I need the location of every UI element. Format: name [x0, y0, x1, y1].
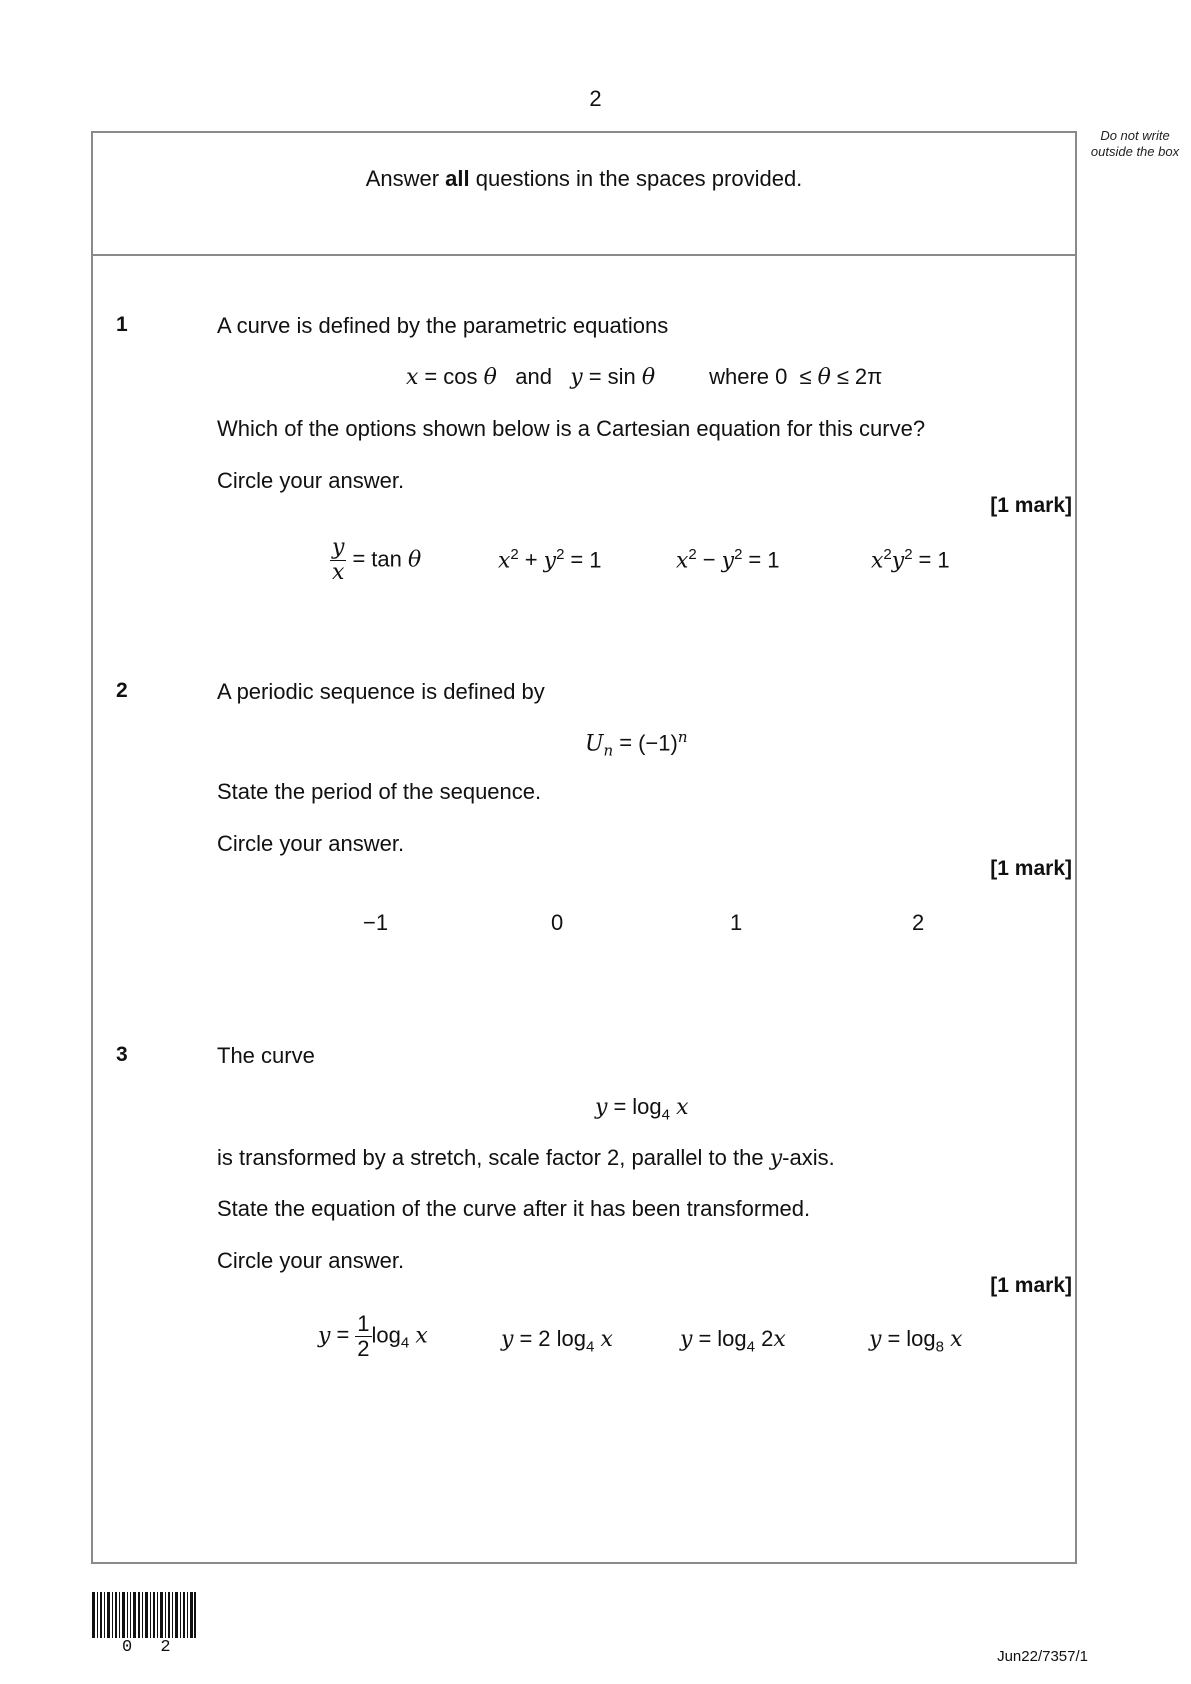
question-2-sequence-definition: $U_n = (-1)^n$ [585, 728, 688, 760]
question-2-number: 2 [116, 679, 128, 702]
question-3-transformation: is transformed by a stretch, scale factor 2, parallel to the y-axis. [217, 1145, 835, 1171]
question-1-circle-prompt: Circle your answer. [217, 468, 405, 493]
question-3-curve-equation: $y = \log_4 x$ [595, 1094, 689, 1124]
q3-option-3[interactable]: $y = \log_4 2x$ [680, 1326, 786, 1356]
question-3-question: State the equation of the curve after it has been transformed. [217, 1196, 811, 1221]
q1-option-4[interactable]: $x^2y^2 = 1$ [871, 546, 950, 574]
question-3-circle-prompt: Circle your answer. [217, 1248, 405, 1273]
question-3-mark: [1 mark] [990, 1274, 1072, 1297]
q2-option-4[interactable]: 2 [912, 910, 925, 935]
q3-option-4[interactable]: $y = \log_8 x$ [869, 1326, 963, 1356]
question-2-question: State the period of the sequence. [217, 779, 542, 804]
question-3-number: 3 [116, 1043, 128, 1066]
question-2-circle-prompt: Circle your answer. [217, 831, 405, 856]
header-divider [91, 254, 1077, 256]
instructions: Answer all questions in the spaces provided. [365, 166, 803, 191]
q3-option-2[interactable]: y = 2 $\log_4 x$ [501, 1326, 613, 1356]
q1-option-2[interactable]: $x^2 + y^2 = 1$ [498, 546, 602, 574]
question-1-intro: A curve is defined by the parametric equations [217, 313, 669, 338]
q2-option-2[interactable]: 0 [551, 910, 564, 935]
paper-reference: Jun22/7357/1 [997, 1648, 1088, 1665]
q1-option-3[interactable]: $x^2 - y^2 = 1$ [676, 546, 780, 574]
question-2-intro: A periodic sequence is defined by [217, 679, 545, 704]
margin-note: Do not write outside the box [1090, 128, 1180, 159]
q2-option-1[interactable]: −1 [363, 910, 389, 935]
question-1-mark: [1 mark] [990, 494, 1072, 517]
q3-option-1[interactable]: y = $\frac{1}{2}$ $\log_4 x$ [318, 1311, 428, 1361]
question-2-mark: [1 mark] [990, 857, 1072, 880]
question-3-intro: The curve [217, 1043, 315, 1068]
page-number: 2 [589, 86, 602, 111]
question-1-question: Which of the options shown below is a Cartesian equation for this curve? [217, 416, 926, 441]
barcode-icon [92, 1592, 196, 1638]
instructions-emphasis: all [445, 166, 470, 191]
q2-option-3[interactable]: 1 [730, 910, 743, 935]
q1-option-1[interactable]: $\frac{y}{x}$ = tan θ [332, 535, 422, 585]
question-1-parametric-equations: x = cos θ and y = sin θ where 0 ≤ θ ≤ 2π [406, 364, 883, 390]
question-1-number: 1 [116, 313, 128, 336]
barcode-digits: 0 2 [122, 1638, 180, 1657]
